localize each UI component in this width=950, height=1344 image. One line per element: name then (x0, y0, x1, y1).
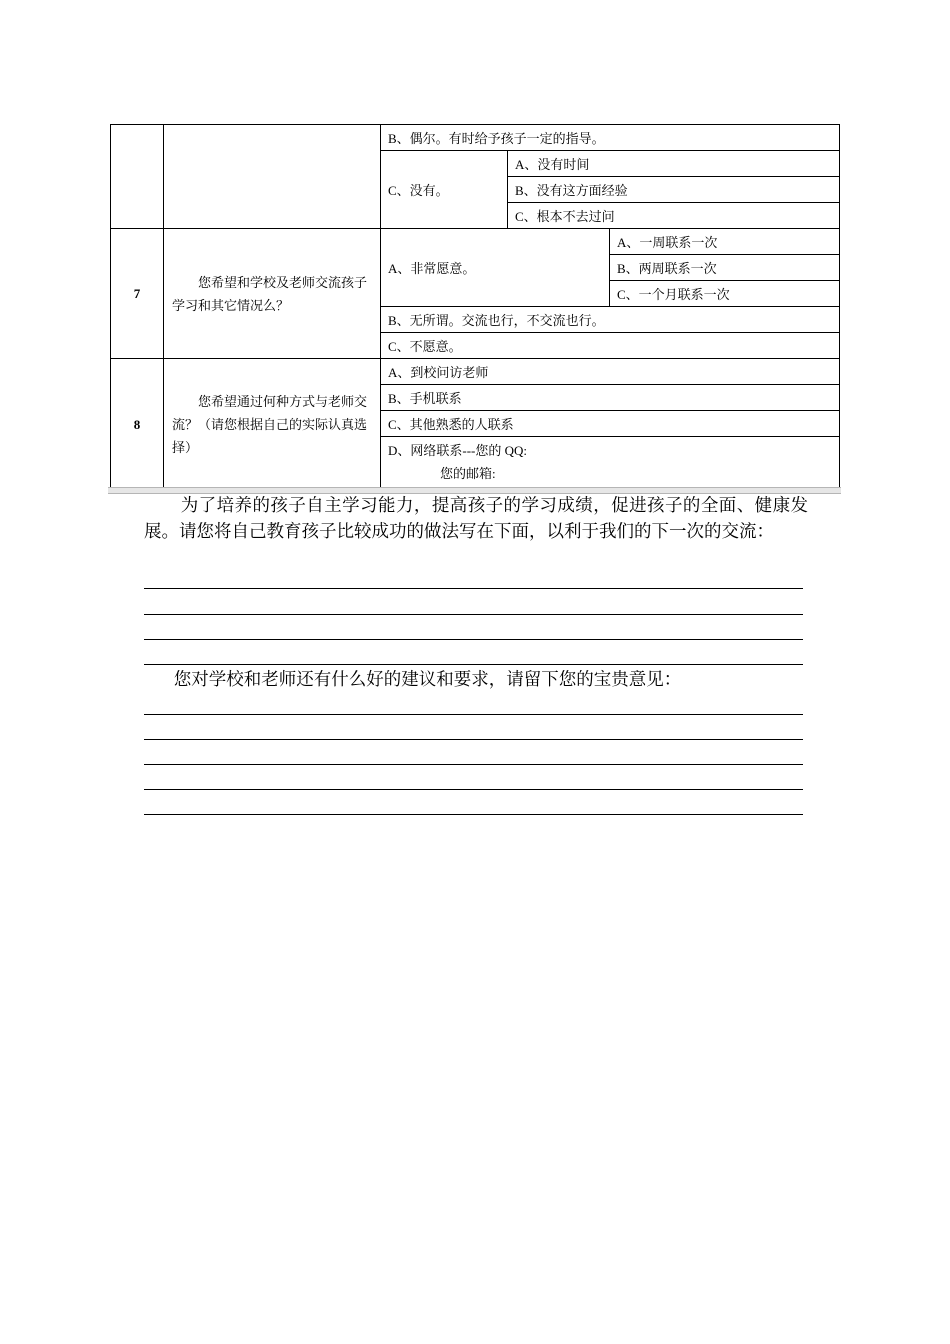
survey-table (110, 124, 840, 492)
question-7-text: 您希望和学校及老师交流孩子学习和其它情况么？ (164, 229, 381, 359)
question-7-sub-option-b[interactable]: B、两周联系一次 (610, 255, 840, 281)
option-b[interactable]: B、偶尔。有时给予孩子一定的指导。 (381, 125, 840, 151)
suggestion-line[interactable] (144, 739, 803, 740)
question-8-option-d[interactable] (381, 437, 840, 492)
sub-option-c[interactable]: C、根本不去过问 (508, 203, 840, 229)
answer-line[interactable] (144, 664, 803, 665)
answer-line[interactable] (144, 588, 803, 589)
question-8-option-a[interactable]: A、到校问访老师 (381, 359, 840, 385)
answer-line[interactable] (144, 639, 803, 640)
sub-option-b[interactable]: B、没有这方面经验 (508, 177, 840, 203)
option-c[interactable]: C、没有。 (381, 151, 508, 229)
intro-paragraph: 为了培养的孩子自主学习能力，提高孩子的学习成绩，促进孩子的全面、健康发展。请您将自己教育孩子比较成功的做法写在下面，以利于我们的下一次的交流： (144, 495, 808, 541)
sub-option-a[interactable]: A、没有时间 (508, 151, 840, 177)
answer-line[interactable] (144, 614, 803, 615)
question-7-sub-option-a[interactable]: A、一周联系一次 (610, 229, 840, 255)
table-row (111, 229, 840, 255)
question-text-cell (164, 125, 381, 229)
question-7-number: 7 (111, 229, 164, 359)
question-7-option-c[interactable]: C、不愿意。 (381, 333, 840, 359)
question-8-number: 8 (111, 359, 164, 492)
suggestion-line[interactable] (144, 814, 803, 815)
suggestion-prompt: 您对学校和老师还有什么好的建议和要求，请留下您的宝贵意见： (173, 669, 682, 689)
question-7-option-b[interactable]: B、无所谓。交流也行，不交流也行。 (381, 307, 840, 333)
suggestion-line[interactable] (144, 789, 803, 790)
qq-field-label: D、网络联系---您的 QQ: (388, 443, 528, 458)
email-field-label: 您的邮箱: (440, 466, 496, 481)
suggestion-line[interactable] (144, 714, 803, 715)
suggestion-line[interactable] (144, 764, 803, 765)
question-8-option-b[interactable]: B、手机联系 (381, 385, 840, 411)
question-7-option-a[interactable]: A、非常愿意。 (381, 229, 610, 307)
question-7-sub-option-c[interactable]: C、一个月联系一次 (610, 281, 840, 307)
question-8-option-c[interactable]: C、其他熟悉的人联系 (381, 411, 840, 437)
question-number-cell (111, 125, 164, 229)
table-row (111, 359, 840, 385)
question-8-text: 您希望通过何种方式与老师交流？（请您根据自己的实际认真选择） (164, 359, 381, 492)
table-row (111, 125, 840, 151)
